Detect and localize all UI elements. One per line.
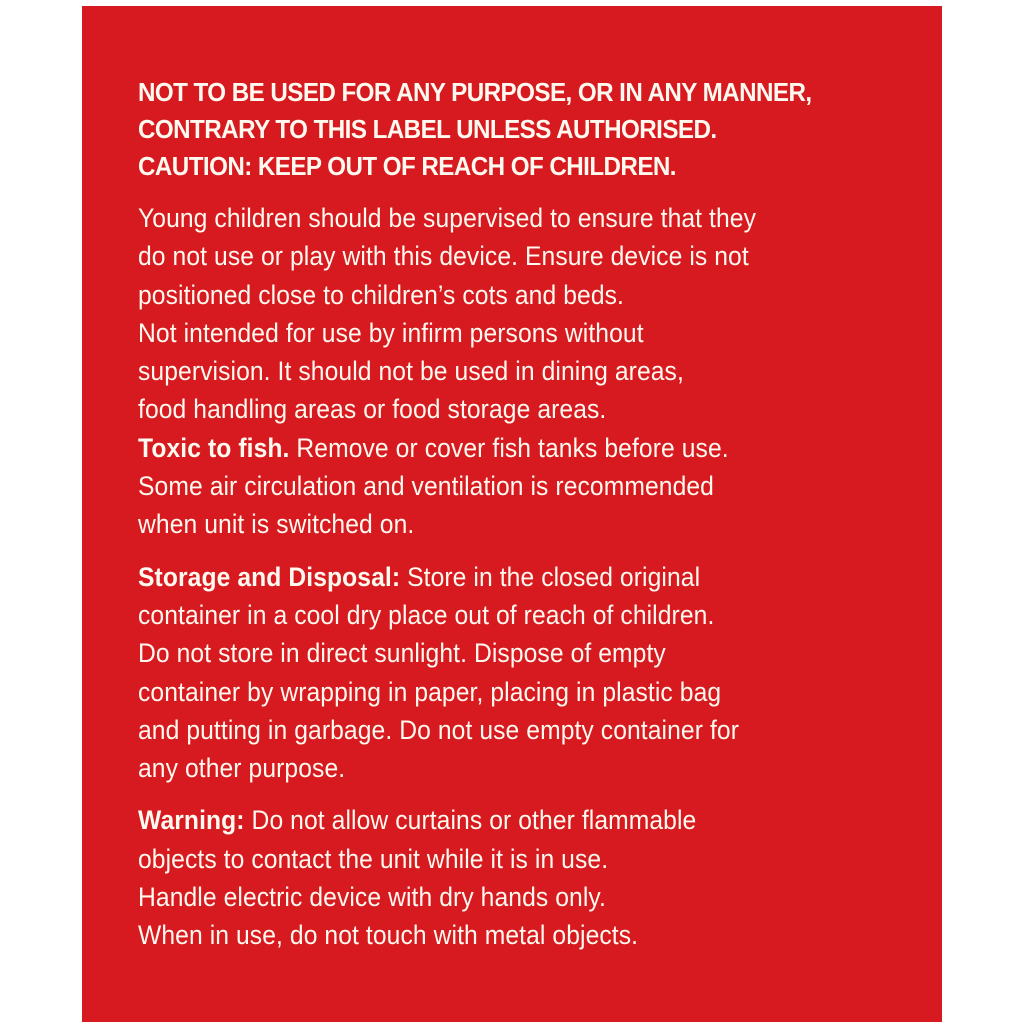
section-spacer [138, 544, 929, 558]
paragraph-line: container in a cool dry place out of reach of children. [138, 599, 715, 630]
toxic-to-fish-line [138, 429, 929, 467]
warning-heading-line [138, 801, 929, 839]
paragraph-line: any other purpose. [138, 753, 346, 784]
paragraph-line: food handling areas or food storage areas. [138, 394, 607, 425]
warning-label-panel [82, 6, 942, 1022]
paragraph-line: Not intended for use by infirm persons without [138, 317, 644, 348]
warning-text: Do not allow curtains or other flammable [244, 805, 697, 836]
caution-heading [138, 74, 929, 185]
heading-line: CONTRARY TO THIS LABEL UNLESS AUTHORISED. [138, 114, 717, 144]
paragraph-line: Young children should be supervised to ensure that they [138, 203, 757, 233]
paragraph-line: when unit is switched on. [138, 509, 415, 540]
section-spacer [138, 787, 929, 801]
paragraph-line: and putting in garbage. Do not use empty container for [138, 714, 739, 745]
paragraph-line: do not use or play with this device. Ensure device is not [138, 241, 749, 272]
storage-heading-line [138, 558, 929, 596]
storage-text: Store in the closed original [400, 561, 701, 592]
paragraph-line: positioned close to children’s cots and beds. [138, 279, 624, 310]
toxic-to-fish-text: Remove or cover fish tanks before use. [289, 432, 729, 463]
paragraph-line: Handle electric device with dry hands only. [138, 882, 606, 913]
children-safety-section [138, 199, 929, 955]
paragraph-line: When in use, do not touch with metal objects. [138, 920, 639, 951]
warning-bold: Warning: [138, 805, 245, 836]
heading-line: CAUTION: KEEP OUT OF REACH OF CHILDREN. [138, 151, 676, 181]
paragraph-line: container by wrapping in paper, placing in plastic bag [138, 676, 722, 707]
heading-line: NOT TO BE USED FOR ANY PURPOSE, OR IN ANY MANNER, [138, 77, 812, 107]
toxic-to-fish-bold: Toxic to fish. [138, 432, 290, 463]
paragraph-line: supervision. It should not be used in dining areas, [138, 356, 684, 387]
storage-bold: Storage and Disposal: [138, 561, 401, 592]
label-text [138, 74, 928, 955]
paragraph-line: objects to contact the unit while it is in use. [138, 843, 609, 874]
paragraph-line: Some air circulation and ventilation is recommended [138, 471, 714, 502]
paragraph-line: Do not store in direct sunlight. Dispose of empty [138, 638, 666, 669]
